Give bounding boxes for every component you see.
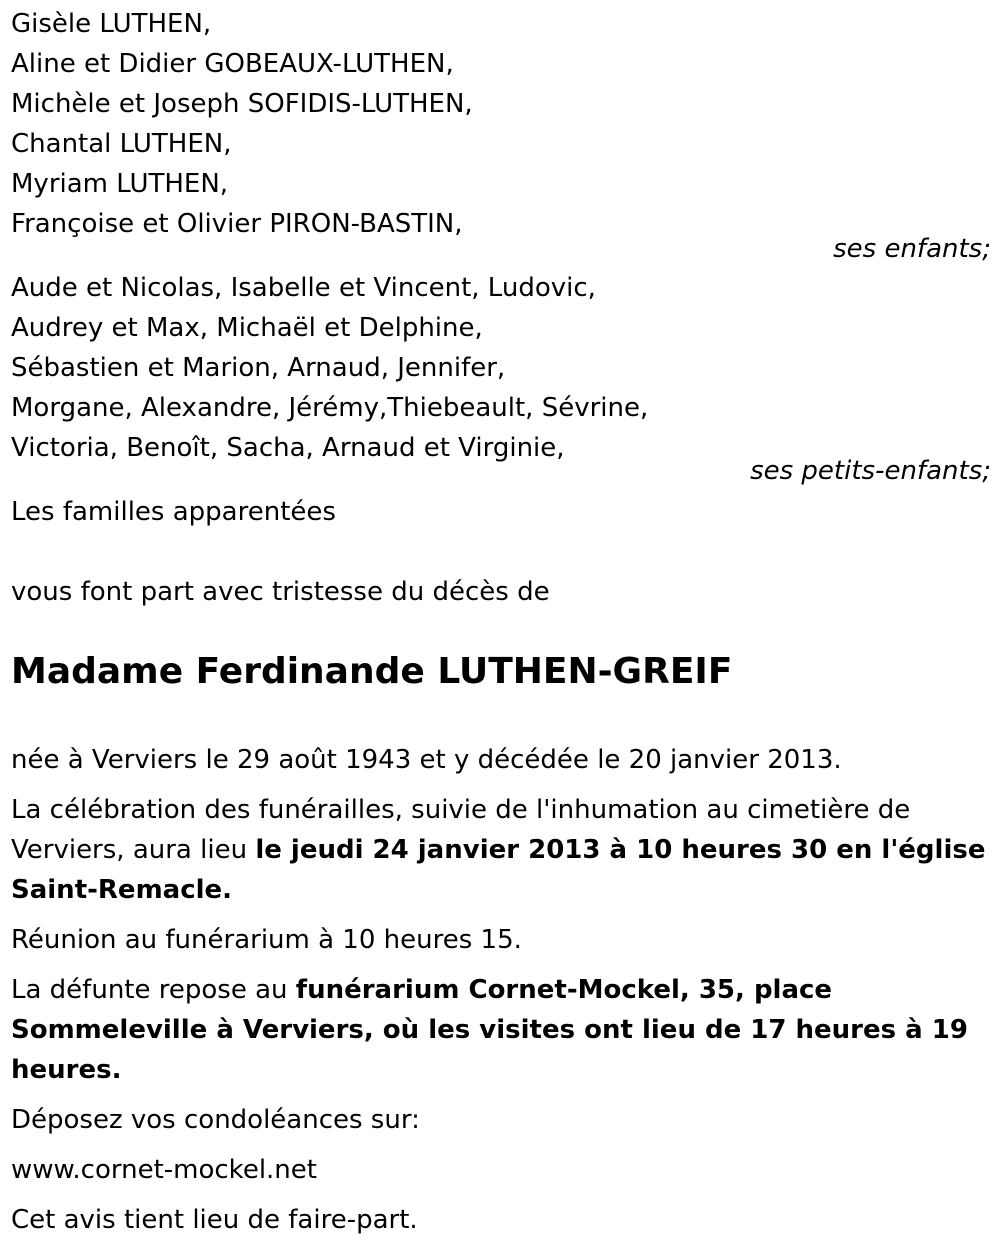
notice-statement: Cet avis tient lieu de faire-part. [11,1205,418,1235]
deceased-name: Madame Ferdinande LUTHEN-GREIF [11,651,733,692]
ceremony-intro-text: La célébration des funérailles, suivie de l'inhumation au cimetière de Verviers, aura lieu [11,795,911,865]
announcement-intro: vous font part avec tristesse du décès de [11,577,550,607]
resting-intro-text: La défunte repose au [11,975,296,1005]
grandchild-names: Morgane, Alexandre, Jérémy,Thiebeault, Sévrine, [11,393,649,423]
resting-place-info [11,970,991,1090]
condolences-label: Déposez vos condoléances sur: [11,1105,420,1135]
child-name: Michèle et Joseph SOFIDIS-LUTHEN, [11,89,473,119]
funeral-home-visits: funérarium Cornet-Mockel, 35, place Sommeleville à Verviers, où les visites ont lieu de 17 heures à 19 heures. [11,975,968,1085]
condolences-website[interactable]: www.cornet-mockel.net [11,1155,317,1185]
children-role-label: ses enfants; [833,234,991,264]
grandchild-names: Victoria, Benoît, Sacha, Arnaud et Virginie, [11,433,565,463]
meeting-info: Réunion au funérarium à 10 heures 15. [11,925,522,955]
related-families: Les familles apparentées [11,497,336,527]
child-name: Chantal LUTHEN, [11,129,232,159]
grandchild-names: Sébastien et Marion, Arnaud, Jennifer, [11,353,506,383]
birth-death-dates: née à Verviers le 29 août 1943 et y décédée le 20 janvier 2013. [11,745,842,775]
grandchild-names: Aude et Nicolas, Isabelle et Vincent, Ludovic, [11,273,596,303]
ceremony-datetime-place: le jeudi 24 janvier 2013 à 10 heures 30 en l'église Saint-Remacle. [11,835,986,905]
funeral-details [11,740,991,1250]
child-name: Aline et Didier GOBEAUX-LUTHEN, [11,49,454,79]
child-name: Françoise et Olivier PIRON-BASTIN, [11,209,463,239]
children-list [11,4,473,244]
grandchildren-role-label: ses petits-enfants; [750,456,991,486]
child-name: Myriam LUTHEN, [11,169,229,199]
grandchild-names: Audrey et Max, Michaël et Delphine, [11,313,483,343]
ceremony-info [11,790,991,910]
grandchildren-list [11,268,648,468]
child-name: Gisèle LUTHEN, [11,9,212,39]
